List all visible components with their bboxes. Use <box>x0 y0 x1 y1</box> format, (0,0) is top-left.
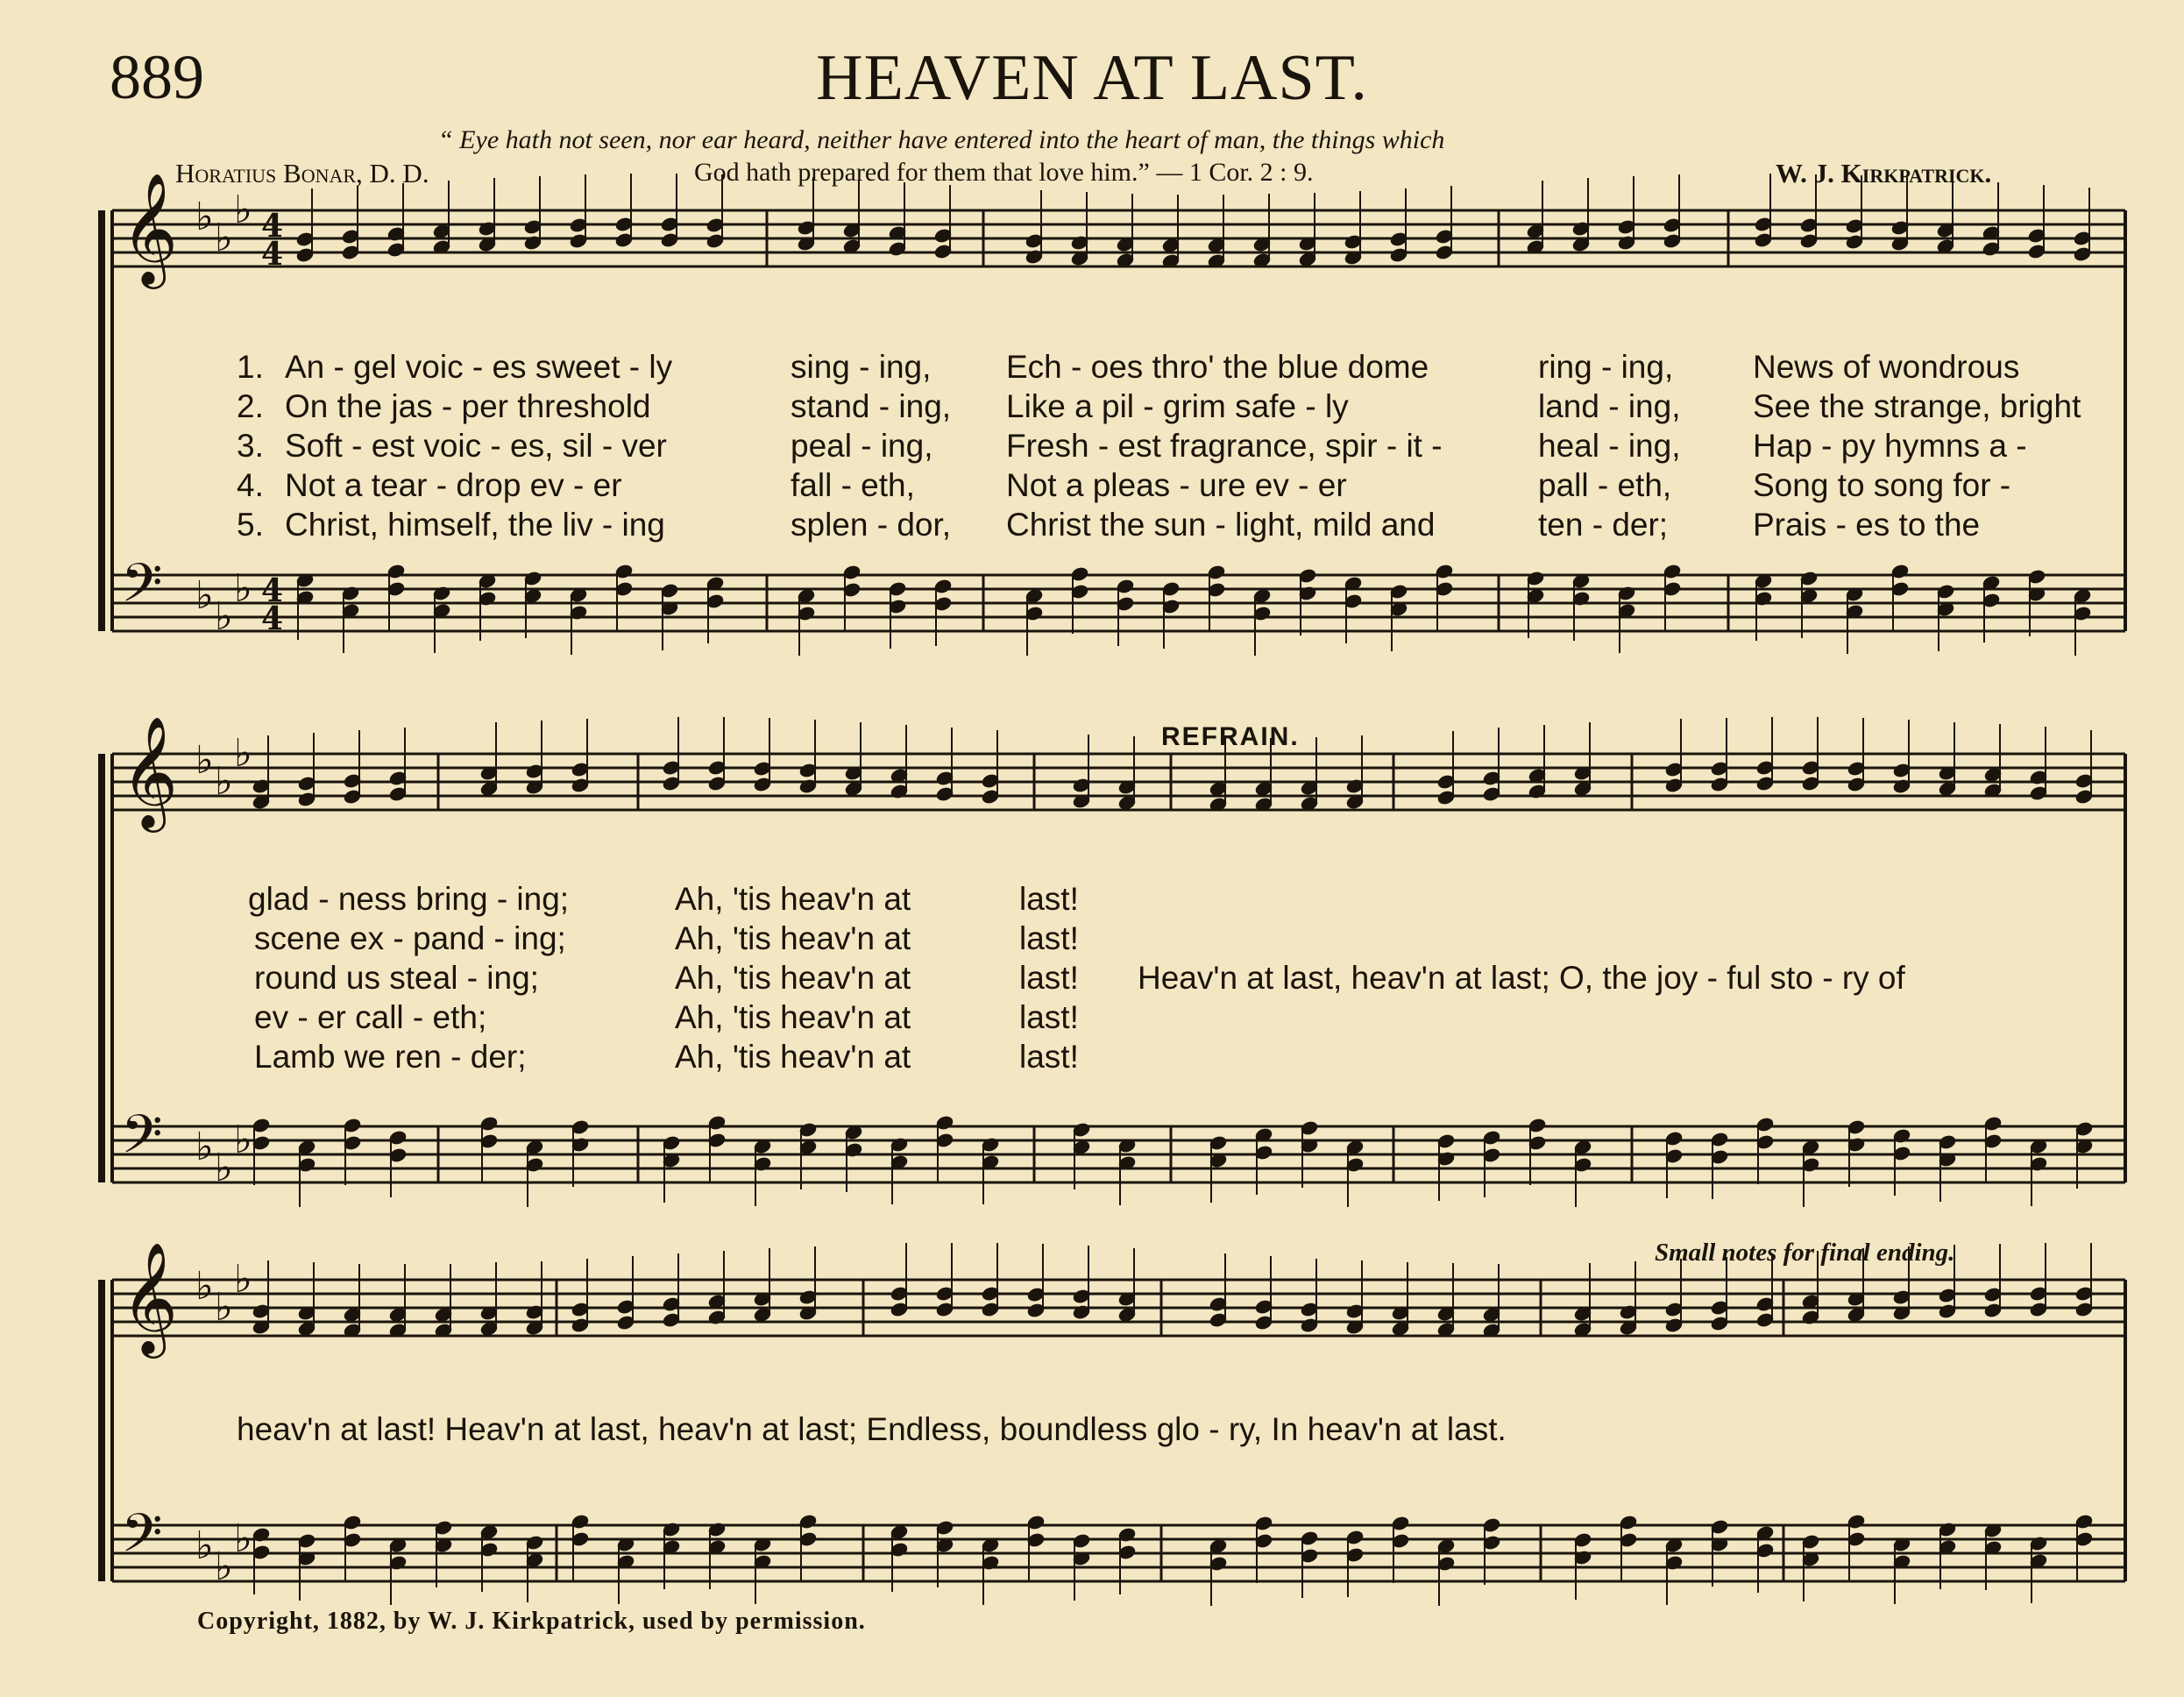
lyric-segment: scene ex - pand - ing; <box>254 920 566 956</box>
verse-number: 4. <box>237 467 264 503</box>
lyric-segment: fall - eth, <box>791 467 915 503</box>
lyric-segment: ev - er call - eth; <box>254 999 487 1035</box>
lyric-segment: ring - ing, <box>1538 349 1674 385</box>
lyric-segment: land - ing, <box>1538 388 1681 424</box>
flat-sign-icon: ♭ <box>234 188 252 232</box>
time-signature: 4 <box>261 600 284 637</box>
flat-sign-icon: ♭ <box>215 1544 233 1589</box>
lyric-segment: Like a pil - grim safe - ly <box>1006 388 1349 424</box>
lyric-segment: glad - ness bring - ing; <box>248 881 570 917</box>
treble-clef-icon: 𝄞 <box>121 1241 179 1353</box>
bass-clef-icon: 𝄢 <box>121 1502 163 1578</box>
lyric-segment: Soft - est voic - es, sil - ver <box>285 428 667 464</box>
lyric-segment: News of wondrous <box>1753 349 2020 385</box>
flat-sign-icon: ♭ <box>215 759 233 804</box>
lyric-segment: last! <box>1019 999 1079 1035</box>
flat-sign-icon: ♭ <box>234 731 252 776</box>
time-signature: 4 <box>261 208 284 245</box>
lyric-segment: On the jas - per threshold <box>285 388 651 424</box>
lyric-segment: Song to song for - <box>1753 467 2011 503</box>
lyric-segment: ten - der; <box>1538 507 1669 543</box>
flat-sign-icon: ♭ <box>215 1146 233 1190</box>
lyricist-credit: Horatius Bonar, D. D. <box>175 158 429 188</box>
lyric-segment: Fresh - est fragrance, spir - it - <box>1006 428 1443 464</box>
flat-sign-icon: ♭ <box>215 1285 233 1330</box>
flat-sign-icon: ♭ <box>215 216 233 260</box>
hymn-title: HEAVEN AT LAST. <box>816 42 1368 114</box>
lyric-segment: Ah, 'tis heav'n at <box>675 1039 911 1075</box>
flat-sign-icon: ♭ <box>234 1118 252 1162</box>
lyric-segment: peal - ing, <box>791 428 933 464</box>
flat-sign-icon: ♭ <box>195 1125 214 1169</box>
bass-clef-icon: 𝄢 <box>121 1104 163 1179</box>
lyric-segment: stand - ing, <box>791 388 952 424</box>
lyric-segment: Christ the sun - light, mild and <box>1006 507 1436 543</box>
verse-number: 1. <box>237 349 264 385</box>
scripture-quote-line-2: God hath prepared for them that love him.” — 1 Cor. 2 : 9. <box>694 158 1314 187</box>
lyric-segment: Ah, 'tis heav'n at <box>675 960 911 996</box>
verse-number: 3. <box>237 428 264 464</box>
refrain-label: REFRAIN. <box>1161 722 1300 751</box>
lyric-segment: splen - dor, <box>791 507 952 543</box>
time-signature: 4 <box>261 236 284 273</box>
lyric-segment: An - gel voic - es sweet - ly <box>285 349 673 385</box>
flat-sign-icon: ♭ <box>215 594 233 639</box>
flat-sign-icon: ♭ <box>195 738 214 783</box>
lyric-segment: Lamb we ren - der; <box>254 1039 527 1075</box>
flat-sign-icon: ♭ <box>195 1264 214 1309</box>
lyric-segment: Christ, himself, the liv - ing <box>285 507 665 543</box>
lyric-segment: Ech - oes thro' the blue dome <box>1006 349 1429 385</box>
lyric-segment: See the strange, bright <box>1753 388 2081 424</box>
verse-number: 5. <box>237 507 264 543</box>
lyric-segment: last! <box>1019 1039 1079 1075</box>
copyright-notice: Copyright, 1882, by W. J. Kirkpatrick, used by permission. <box>197 1608 866 1635</box>
scripture-quote-line-1: “ Eye hath not seen, nor ear heard, neither have entered into the heart of man, the things which <box>438 125 1445 154</box>
hymn-number: 889 <box>110 42 204 112</box>
lyric-segment: sing - ing, <box>791 349 932 385</box>
lyric-segment: round us steal - ing; <box>254 960 539 996</box>
lyric-segment: Not a pleas - ure ev - er <box>1006 467 1347 503</box>
lyric-segment: last! <box>1019 920 1079 956</box>
lyric-segment: Ah, 'tis heav'n at <box>675 881 911 917</box>
lyric-segment: Ah, 'tis heav'n at <box>675 999 911 1035</box>
final-ending-note: Small notes for final ending. <box>1655 1239 1955 1267</box>
verse-number: 2. <box>237 388 264 424</box>
lyric-segment: Not a tear - drop ev - er <box>285 467 622 503</box>
refrain-lyric: Heav'n at last, heav'n at last; O, the joy - ful sto - ry of <box>1138 960 1905 996</box>
lyric-segment: Prais - es to the <box>1753 507 1981 543</box>
flat-sign-icon: ♭ <box>195 195 214 239</box>
flat-sign-icon: ♭ <box>234 1516 252 1561</box>
time-signature: 4 <box>261 572 284 609</box>
flat-sign-icon: ♭ <box>195 573 214 618</box>
treble-clef-icon: 𝄞 <box>121 172 179 284</box>
flat-sign-icon: ♭ <box>234 566 252 611</box>
flat-sign-icon: ♭ <box>195 1523 214 1568</box>
treble-clef-icon: 𝄞 <box>121 715 179 827</box>
lyric-segment: last! <box>1019 881 1079 917</box>
bass-clef-icon: 𝄢 <box>121 552 163 628</box>
lyric-segment: Ah, 'tis heav'n at <box>675 920 911 956</box>
lyric-segment: last! <box>1019 960 1079 996</box>
lyric-segment: pall - eth, <box>1538 467 1672 503</box>
composer-credit: W. J. Kirkpatrick. <box>1776 158 1992 188</box>
lyric-segment: heal - ing, <box>1538 428 1681 464</box>
flat-sign-icon: ♭ <box>234 1257 252 1302</box>
refrain-lyric: heav'n at last! Heav'n at last, heav'n at last; Endless, boundless glo - ry, In heav'n at last. <box>237 1411 1507 1447</box>
lyric-segment: Hap - py hymns a - <box>1753 428 2027 464</box>
